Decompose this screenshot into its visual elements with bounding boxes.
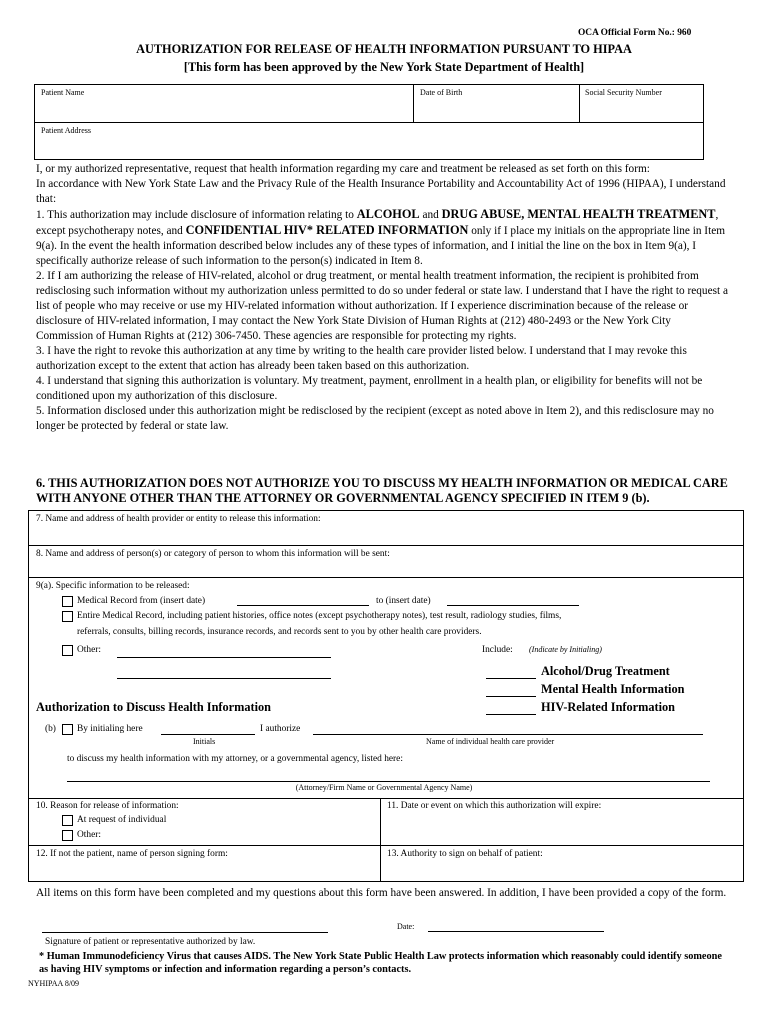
other-line-1[interactable] [117, 657, 331, 658]
entire-record-checkbox[interactable] [62, 611, 73, 622]
intro-request: I, or my authorized representative, request that health information regarding my care and treatment be released as set forth on this form: [36, 163, 650, 175]
initialing-note: (Indicate by Initialing) [529, 645, 602, 654]
alcohol-drug-label: Alcohol/Drug Treatment [541, 664, 670, 678]
include-label: Include: [482, 645, 513, 655]
auth-heading: Authorization to Discuss Health Information [36, 700, 272, 714]
hiv-footnote: * Human Immunodeficiency Virus that causes AIDS. The New York State Public Health Law protects information which reasonably could identify someone as having HIV symptoms or infection and information regarding a person’s contacts. [39, 951, 722, 975]
other-line-2[interactable] [117, 678, 331, 679]
at-request-label: At request of individual [77, 815, 167, 825]
intro-text [36, 162, 728, 434]
table-divider [413, 84, 414, 122]
attorney-caption: (Attorney/Firm Name or Governmental Agency Name) [295, 783, 473, 792]
other-label: Other: [77, 645, 101, 655]
item-6: 6. THIS AUTHORIZATION DOES NOT AUTHORIZE YOU TO DISCUSS MY HEALTH INFORMATION OR MEDICAL CARE WITH ANYONE OTHER THAN THE ATTORNEY OR GOVERNMENTAL AGENCY SPECIFIED IN ITEM 9 (b). [36, 476, 728, 505]
reason-other-label: Other: [77, 830, 101, 840]
form-title: AUTHORIZATION FOR RELEASE OF HEALTH INFORMATION PURSUANT TO HIPAA [136, 42, 632, 56]
date-line[interactable] [428, 931, 604, 932]
authorize-label: I authorize [260, 724, 301, 734]
mental-health-label: Mental Health Information [541, 682, 685, 696]
section-7-provider-field[interactable]: 7. Name and address of health provider or entity to release this information: [36, 514, 321, 524]
divider [380, 798, 381, 882]
to-date-line[interactable] [447, 605, 579, 606]
section-11-expire-field[interactable]: 11. Date or event on which this authorization will expire: [387, 801, 602, 811]
other-checkbox[interactable] [62, 645, 73, 656]
discuss-text: to discuss my health information with my attorney, or a governmental agency, listed here: [67, 754, 403, 764]
patient-address-field[interactable]: Patient Address [41, 126, 91, 135]
divider [28, 545, 744, 546]
medical-record-label: Medical Record from (insert date) [77, 596, 206, 606]
item-3: 3. I have the right to revoke this authorization at any time by writing to the health care provider listed below. I understand that I may revoke this authorization except to the extent that action has already been taken based on this authorization. [36, 345, 687, 372]
section-9b-checkbox[interactable] [62, 724, 73, 735]
form-subtitle: [This form has been approved by the New York State Department of Health] [183, 60, 585, 74]
from-date-line[interactable] [237, 605, 369, 606]
section-9b-label: (b) [45, 724, 56, 734]
medical-record-checkbox[interactable] [62, 596, 73, 607]
initials-caption: Initials [193, 737, 216, 746]
at-request-checkbox[interactable] [62, 815, 73, 826]
signature-line[interactable] [42, 932, 328, 933]
mental-initial-line[interactable] [486, 696, 536, 697]
item-4: 4. I understand that signing this authorization is voluntary. My treatment, payment, enrollment in a health plan, or eligibility for benefits will not be conditioned upon my authorization of this disclosure. [36, 375, 703, 402]
item-2: 2. If I am authorizing the release of HIV-related, alcohol or drug treatment, or mental health treatment information, the recipient is prohibited from redisclosing such information without my authorization unless permitted to do so under federal or state law. I understand that I have the right to request a list of people who may receive or use my HIV-related information without authorization. If I experience discrimination because of the release or disclosure of HIV-related information, I may contact the New York State Division of Human Rights at (212) 480-2493 or the New York City Commission of Human Rights at (212) 306-7450. These agencies are responsible for protecting my rights. [36, 270, 728, 342]
section-8-recipient-field[interactable]: 8. Name and address of person(s) or category of person to whom this information will be sent: [36, 549, 390, 559]
signature-caption: Signature of patient or representative authorized by law. [45, 937, 256, 947]
patient-divider [34, 122, 704, 123]
divider [28, 845, 744, 846]
section-10-label: 10. Reason for release of information: [36, 801, 179, 811]
completion-statement: All items on this form have been completed and my questions about this form have been answered. In addition, I have been provided a copy of the form. [36, 887, 727, 899]
hiv-label: HIV-Related Information [541, 700, 675, 714]
provider-name-line[interactable] [313, 734, 703, 735]
form-number: OCA Official Form No.: 960 [578, 28, 692, 38]
entire-record-label-2: referrals, consults, billing records, insurance records, and records sent to you by other health care providers. [77, 627, 482, 637]
section-12-signer-field[interactable]: 12. If not the patient, name of person signing form: [36, 849, 228, 859]
item-5: 5. Information disclosed under this authorization might be redisclosed by the recipient (except as noted above in Item 2), and this redisclosure may no longer be protected by federal or state law. [36, 405, 714, 432]
provider-name-caption: Name of individual health care provider [426, 737, 555, 746]
reason-other-checkbox[interactable] [62, 830, 73, 841]
attorney-line[interactable] [67, 781, 710, 782]
date-label: Date: [397, 922, 415, 931]
initials-line[interactable] [161, 734, 255, 735]
alcohol-initial-line[interactable] [486, 678, 536, 679]
intro-understanding: In accordance with New York State Law and the Privacy Rule of the Health Insurance Portability and Accountability Act of 1996 (HIPAA), I understand that: [36, 178, 726, 205]
patient-name-field[interactable]: Patient Name [41, 88, 85, 97]
form-code: NYHIPAA 8/09 [28, 979, 80, 988]
hiv-initial-line[interactable] [486, 714, 536, 715]
item-1: 1. This authorization may include disclosure of information relating to ALCOHOL and DRUG ABUSE, MENTAL HEALTH TREATMENT, except psychotherapy notes, and CONFIDENTIAL HIV* RELATED INFORMATION only if I place my initials on the appropriate line in Item 9(a). In the event the health information described below includes any of these types of information, and I initial the line on the box in Item 9(a), I specifically authorize release of such information to the person(s) indicated in Item 8. [36, 207, 726, 267]
ssn-field[interactable]: Social Security Number [585, 88, 662, 97]
section-9a-label: 9(a). Specific information to be released: [36, 581, 190, 591]
initialing-here-label: By initialing here [77, 724, 143, 734]
section-13-authority-field[interactable]: 13. Authority to sign on behalf of patient: [387, 849, 543, 859]
table-divider [579, 84, 580, 122]
date-of-birth-field[interactable]: Date of Birth [420, 88, 463, 97]
entire-record-label: Entire Medical Record, including patient histories, office notes (except psychotherapy notes), test result, radiology studies, films, [77, 611, 562, 621]
to-date-label: to (insert date) [376, 596, 431, 606]
